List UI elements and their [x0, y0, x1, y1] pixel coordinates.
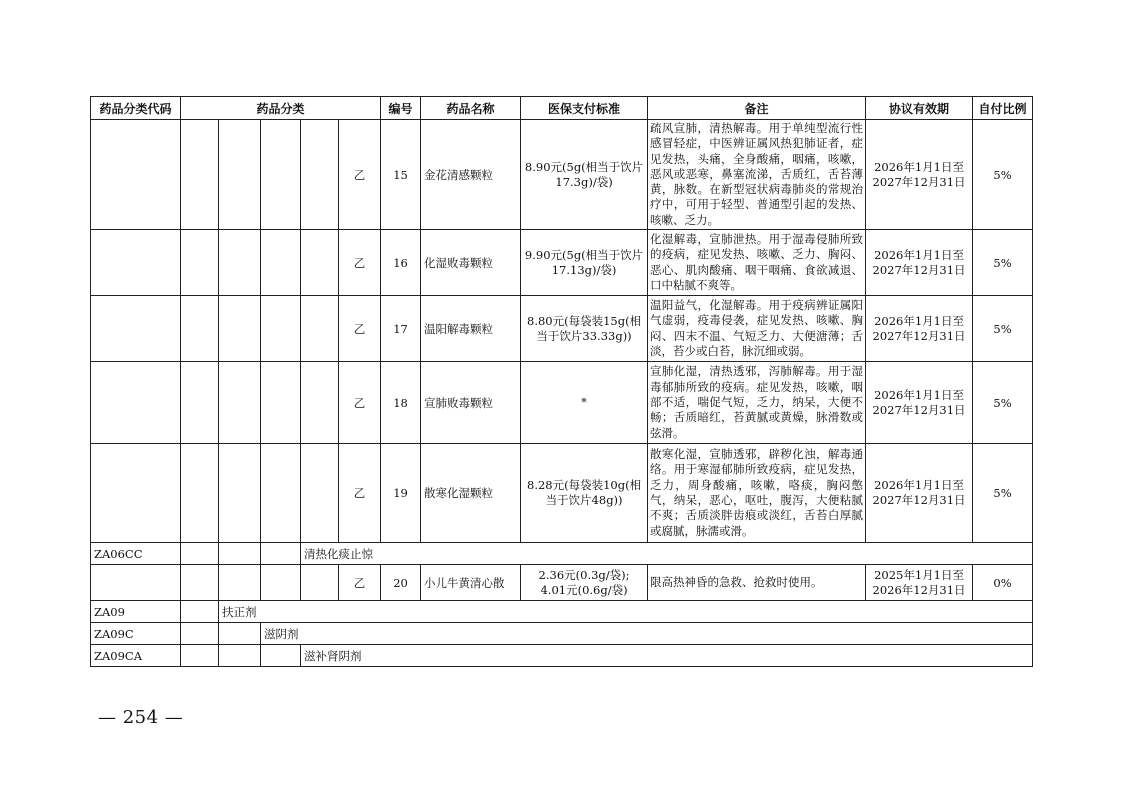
- drug-class: 乙: [339, 444, 381, 543]
- drug-note: 限高热神昏的急救、抢救时使用。: [648, 565, 866, 601]
- page-number: — 254 —: [98, 707, 184, 728]
- drug-table: [90, 96, 1033, 667]
- table-row: [91, 296, 1033, 362]
- drug-name: 宣肺败毒颗粒: [421, 362, 521, 444]
- category-row-za09ca: [91, 645, 1033, 667]
- drug-ratio: 5%: [973, 362, 1033, 444]
- drug-ratio: 5%: [973, 296, 1033, 362]
- period-end: 2027年12月31日: [872, 493, 966, 508]
- period-end: 2026年12月31日: [872, 582, 966, 597]
- period-start: 2025年1月1日至: [874, 567, 964, 582]
- drug-ratio: 5%: [973, 120, 1033, 230]
- drug-number: 18: [381, 362, 421, 444]
- drug-standard: 8.28元(每袋装10g(相当于饮片48g)): [521, 444, 648, 543]
- period-end: 2027年12月31日: [872, 402, 966, 417]
- drug-class: 乙: [339, 296, 381, 362]
- drug-number: 15: [381, 120, 421, 230]
- drug-note: 温阳益气，化湿解毒。用于疫病辨证属阳气虚弱，疫毒侵袭，症见发热、咳嗽、胸闷、四末不温、气短乏力、大便溏薄；舌淡，苔少或白苔，脉沉细或弱。: [648, 296, 866, 362]
- header-name: 药品名称: [421, 97, 521, 120]
- header-code: 药品分类代码: [91, 97, 181, 120]
- category-label: 清热化痰止惊: [301, 543, 1033, 565]
- category-code: ZA09CA: [91, 645, 181, 667]
- period-start: 2026年1月1日至: [874, 478, 964, 493]
- drug-note: 疏风宣肺，清热解毒。用于单纯型流行性感冒轻症，中医辨证属风热犯肺证者，症见发热，头痛，全身酸痛，咽痛，咳嗽，恶风或恶寒，鼻塞流涕，舌质红，舌苔薄黄，脉数。在新型冠状病毒肺炎的常规治疗中，可用于轻型、普通型引起的发热、咳嗽、乏力。: [648, 120, 866, 230]
- drug-note: 散寒化湿，宣肺透邪，辟秽化浊，解毒通络。用于寒湿郁肺所致疫病，症见发热，乏力，周身酸痛，咳嗽，咯痰，胸闷憋气，纳呆，恶心，呕吐，腹泻，大便粘腻不爽；舌质淡胖齿痕或淡红，舌苔白厚腻或腐腻，脉濡或滑。: [648, 444, 866, 543]
- drug-period: [866, 565, 973, 601]
- drug-name: 金花清感颗粒: [421, 120, 521, 230]
- drug-period: [866, 230, 973, 296]
- table-row: [91, 230, 1033, 296]
- standard-line2: 4.01元(0.6g/袋): [540, 582, 628, 597]
- drug-class: 乙: [339, 230, 381, 296]
- drug-name: 散寒化湿颗粒: [421, 444, 521, 543]
- category-row-za06cc: [91, 543, 1033, 565]
- drug-ratio: 5%: [973, 230, 1033, 296]
- header-number: 编号: [381, 97, 421, 120]
- category-label: 滋补肾阴剂: [301, 645, 1033, 667]
- header-period: 协议有效期: [866, 97, 973, 120]
- drug-class: 乙: [339, 362, 381, 444]
- drug-standard: 8.90元(5g(相当于饮片17.3g)/袋): [521, 120, 648, 230]
- drug-standard: 9.90元(5g(相当于饮片17.13g)/袋): [521, 230, 648, 296]
- drug-period: [866, 362, 973, 444]
- drug-number: 17: [381, 296, 421, 362]
- drug-name: 温阳解毒颗粒: [421, 296, 521, 362]
- drug-period: [866, 296, 973, 362]
- drug-name: 化湿败毒颗粒: [421, 230, 521, 296]
- drug-ratio: 5%: [973, 444, 1033, 543]
- header-standard: 医保支付标准: [521, 97, 648, 120]
- drug-standard: 8.80元(每袋装15g(相当于饮片33.33g)): [521, 296, 648, 362]
- period-start: 2026年1月1日至: [874, 387, 964, 402]
- period-start: 2026年1月1日至: [874, 313, 964, 328]
- table-row: [91, 120, 1033, 230]
- drug-name: 小儿牛黄清心散: [421, 565, 521, 601]
- drug-class: 乙: [339, 565, 381, 601]
- category-row-za09c: [91, 623, 1033, 645]
- drug-note: 宣肺化湿，清热透邪，泻肺解毒。用于湿毒郁肺所致的疫病。症见发热，咳嗽，咽部不适，喘促气短，乏力，纳呆，大便不畅；舌质暗红，苔黄腻或黄燥，脉滑数或弦滑。: [648, 362, 866, 444]
- drug-number: 20: [381, 565, 421, 601]
- header-row: [91, 97, 1033, 120]
- standard-line1: 2.36元(0.3g/袋);: [538, 567, 630, 582]
- header-category: 药品分类: [181, 97, 381, 120]
- drug-note: 化湿解毒，宣肺泄热。用于湿毒侵肺所致的疫病，症见发热、咳嗽、乏力、胸闷、恶心、肌肉酸痛、咽干咽痛、食欲减退、口中粘腻不爽等。: [648, 230, 866, 296]
- category-code: ZA09: [91, 601, 181, 623]
- category-row-za09: [91, 601, 1033, 623]
- period-end: 2027年12月31日: [872, 262, 966, 277]
- table-row: [91, 444, 1033, 543]
- drug-number: 19: [381, 444, 421, 543]
- drug-period: [866, 444, 973, 543]
- category-code: ZA09C: [91, 623, 181, 645]
- drug-period: [866, 120, 973, 230]
- category-label: 滋阴剂: [261, 623, 1033, 645]
- drug-number: 16: [381, 230, 421, 296]
- header-note: 备注: [648, 97, 866, 120]
- drug-standard: *: [521, 362, 648, 444]
- period-end: 2027年12月31日: [872, 174, 966, 189]
- period-start: 2026年1月1日至: [874, 247, 964, 262]
- period-end: 2027年12月31日: [872, 328, 966, 343]
- drug-class: 乙: [339, 120, 381, 230]
- drug-standard: [521, 565, 648, 601]
- drug-ratio: 0%: [973, 565, 1033, 601]
- category-label: 扶正剂: [219, 601, 1033, 623]
- table-row: [91, 565, 1033, 601]
- period-start: 2026年1月1日至: [874, 159, 964, 174]
- header-ratio: 自付比例: [973, 97, 1033, 120]
- category-code: ZA06CC: [91, 543, 181, 565]
- table-row: [91, 362, 1033, 444]
